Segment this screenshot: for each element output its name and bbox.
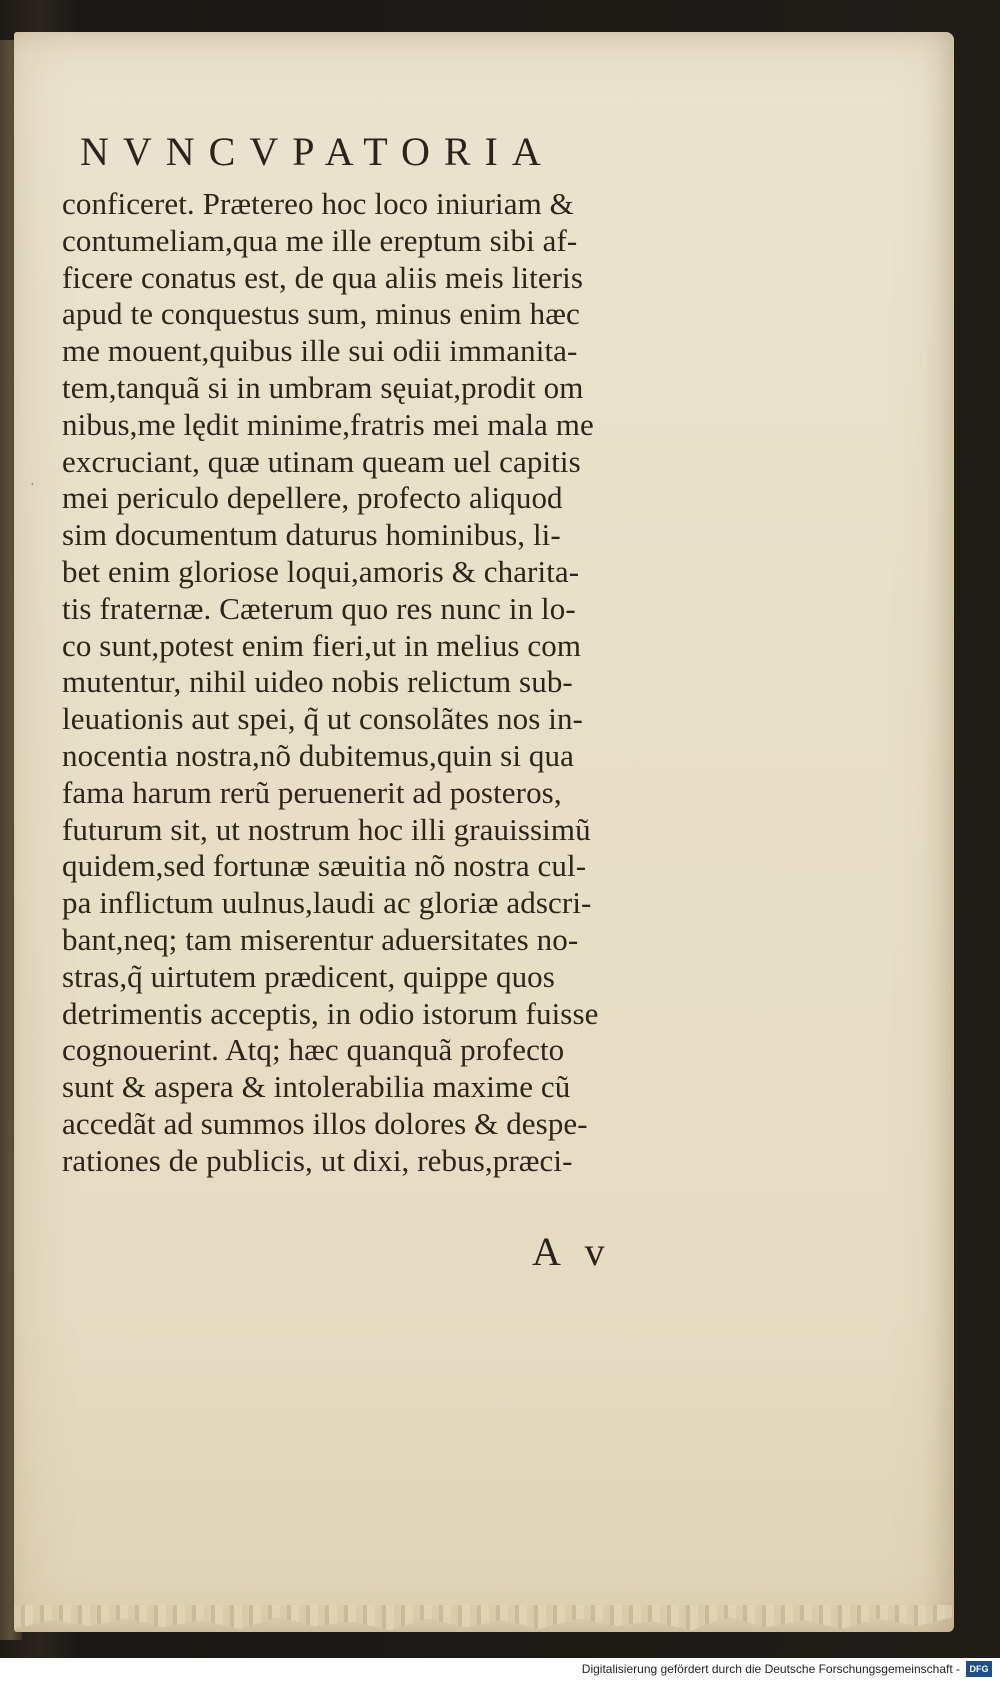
- text-line: accedãt ad summos illos dolores & despe-: [62, 1105, 588, 1141]
- text-line: quidem,sed fortunæ sæuitia nõ nostra cul-: [62, 848, 587, 884]
- text-line: conficeret. Prætereo hoc loco iniuriam &: [62, 186, 574, 221]
- digitization-credit: Digitalisierung gefördert durch die Deutsche Forschungsgemeinschaft -: [581, 1662, 960, 1676]
- text-line: nocentia nostra,nõ dubitemus,quin si qua: [62, 737, 574, 773]
- signature-mark: A v: [532, 1229, 613, 1274]
- text-line: pa inflictum uulnus,laudi ac gloriæ adscri-: [62, 885, 592, 921]
- text-line: sim documentum daturus hominibus, li-: [62, 517, 561, 553]
- margin-mark: ·: [30, 478, 35, 493]
- body-text: [62, 186, 702, 1180]
- text-line: leuationis aut spei, q̃ ut consolãtes nos in-: [62, 701, 583, 737]
- text-line: me mouent,quibus ille sui odii immanita-: [62, 333, 578, 369]
- text-line: mei periculo depellere, profecto aliquod: [62, 480, 563, 516]
- text-line: cognouerint. Atq; hæc quanquã profecto: [62, 1032, 565, 1068]
- text-line: fama harum rerũ peruenerit ad posteros,: [62, 774, 562, 810]
- text-line: apud te conquestus sum, minus enim hæc: [62, 296, 580, 332]
- text-line: contumeliam,qua me ille ereptum sibi af-: [62, 222, 578, 258]
- text-line: bant,neq; tam miserentur aduersitates no-: [62, 921, 579, 957]
- text-line: nibus,me lędit minime,fratris mei mala me: [62, 406, 594, 442]
- text-line: stras,q̃ uirtutem prædicent, quippe quos: [62, 958, 555, 994]
- text-line: sunt & aspera & intolerabilia maxime cũ: [62, 1069, 571, 1105]
- dfg-logo: DFG: [966, 1661, 992, 1677]
- text-line: tis fraternæ. Cæterum quo res nunc in lo-: [62, 590, 576, 626]
- running-title: NVNCVPATORIA: [80, 129, 555, 174]
- text-line: tem,tanquã si in umbram sęuiat,prodit om: [62, 369, 584, 405]
- text-line: co sunt,potest enim fieri,ut in melius com: [62, 627, 582, 663]
- text-line: rationes de publicis, ut dixi, rebus,præci-: [62, 1142, 573, 1178]
- text-line: excruciant, quæ utinam queam uel capitis: [62, 443, 581, 479]
- text-line: bet enim gloriose loqui,amoris & charita-: [62, 553, 580, 589]
- text-line: mutentur, nihil uideo nobis relictum sub-: [62, 664, 573, 700]
- text-line: detrimentis acceptis, in odio istorum fuisse: [62, 995, 599, 1031]
- text-line: ficere conatus est, de qua aliis meis literis: [62, 259, 583, 295]
- text-line: futurum sit, ut nostrum hoc illi grauissimũ: [62, 811, 591, 847]
